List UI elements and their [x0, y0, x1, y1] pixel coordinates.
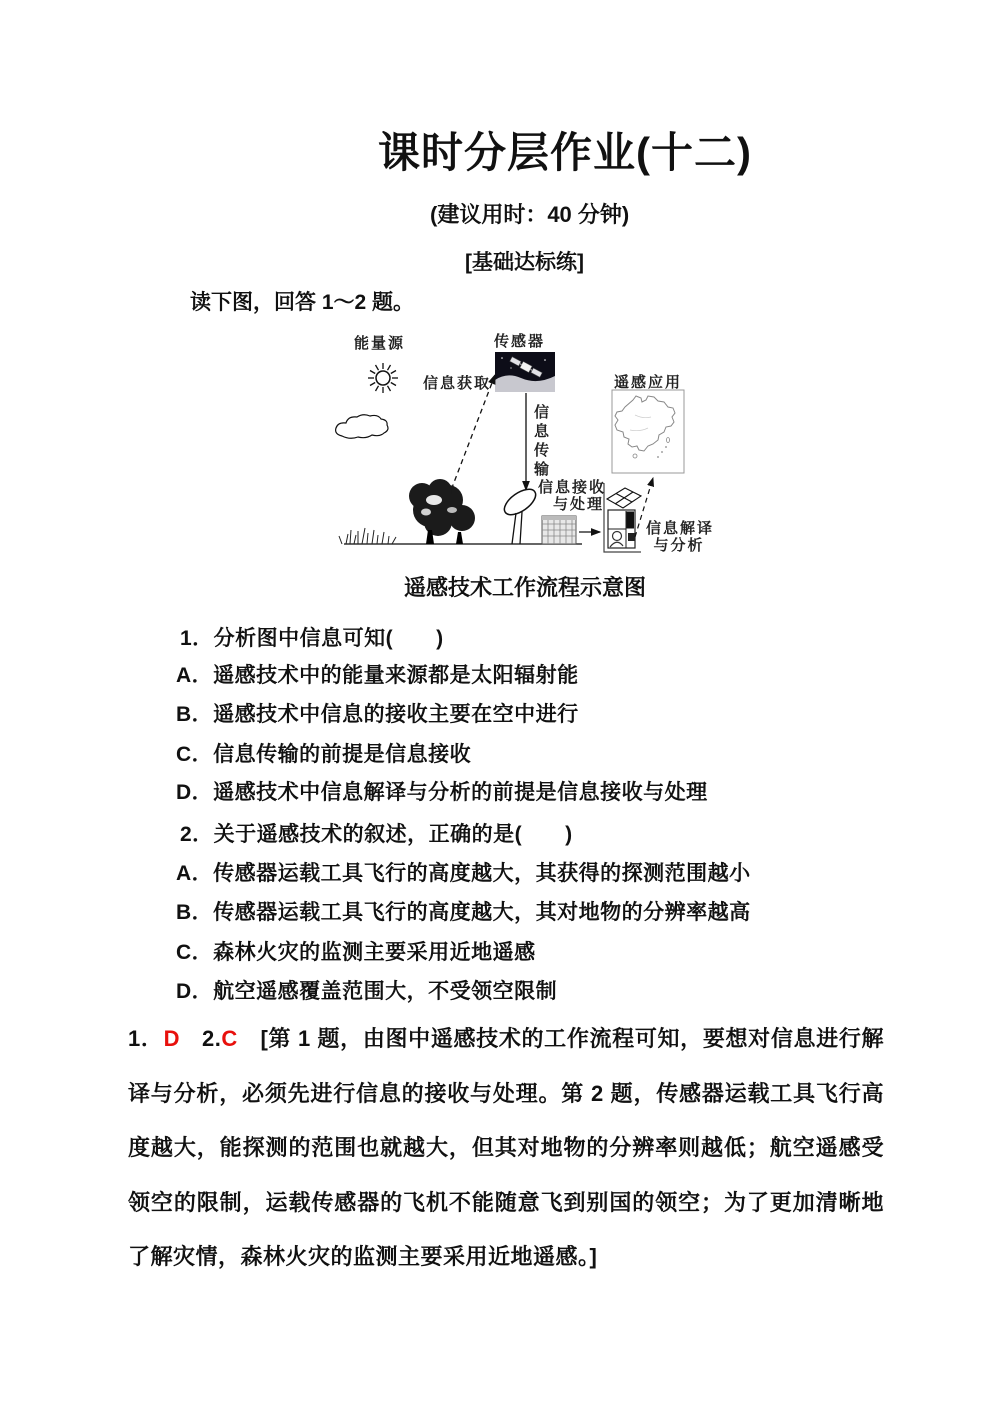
- cloud-icon: [336, 415, 388, 439]
- question-2-option-b: B．传感器运载工具飞行的高度越大，其对地物的分辨率越高: [176, 901, 751, 924]
- sensor-label: 传感器: [494, 333, 546, 350]
- question-1-option-c: C．信息传输的前提是信息接收: [176, 743, 472, 766]
- diagram-caption: 遥感技术工作流程示意图: [403, 575, 646, 600]
- building-icon: [542, 516, 576, 544]
- section-heading: [基础达标练]: [465, 251, 584, 274]
- china-map-thumbnail: [612, 390, 684, 473]
- rs-application-label: 遥感应用: [614, 374, 683, 391]
- question-1-option-b: B．遥感技术中信息的接收主要在空中进行: [176, 703, 579, 726]
- energy-source-label: 能量源: [354, 335, 406, 352]
- answer-q1-letter: D: [163, 1026, 180, 1051]
- satellite-image: [495, 352, 555, 392]
- suggested-time: (建议用时：40 分钟): [430, 202, 630, 227]
- question-1-option-a: A．遥感技术中的能量来源都是太阳辐射能: [176, 664, 579, 687]
- answer-q2-number: 2.: [201, 1026, 222, 1051]
- intro-text: 读下图，回答 1～2 题。: [190, 291, 415, 314]
- dish-antenna-icon: [500, 484, 540, 544]
- question-2-option-a: A．传感器运载工具飞行的高度越大，其获得的探测范围越小: [176, 862, 751, 885]
- grass-icon: [339, 528, 396, 544]
- sun-icon: [368, 363, 398, 393]
- question-2-option-d: D．航空遥感覆盖范围大，不受领空限制: [176, 980, 558, 1003]
- question-1-stem: 1．分析图中信息可知( ): [180, 627, 444, 650]
- info-transmission-label: 信息传输: [532, 404, 549, 480]
- question-2-option-c: C．森林火灾的监测主要采用近地遥感: [176, 941, 536, 964]
- question-2-stem: 2．关于遥感技术的叙述，正确的是( ): [180, 823, 573, 846]
- answer-q1-number: 1．: [128, 1026, 164, 1051]
- map-sheet-icon: [607, 488, 641, 508]
- remote-sensing-diagram: [330, 330, 720, 565]
- trees-icon: [409, 479, 475, 544]
- answer-q2-letter: C: [221, 1026, 238, 1051]
- page-title: 课时分层作业(十二): [378, 129, 752, 176]
- info-receive-label: 信息接收 与处理: [538, 479, 607, 513]
- answer-explanation: [第 1 题，由图中遥感技术的工作流程可知，要想对信息进行解译与分析，必须先进行信息的接收与处理。第 2 题，传感器运载工具飞行高度越大，能探测的范围也就越大，但其对地物的分辨率则越低；航空遥感受领空的限制，运载传感器的飞机不能随意飞到别国的领空；为了更加清晰地了解灾情，森林火灾的监测主要采用近地遥感。]: [128, 1026, 884, 1269]
- interpretation-images-icon: [608, 510, 635, 548]
- question-1-option-d: D．遥感技术中信息解译与分析的前提是信息接收与处理: [176, 781, 708, 804]
- info-acquisition-label: 信息获取: [423, 375, 492, 392]
- answer-paragraph: [128, 1012, 884, 1285]
- info-interpret-label: 信息解译 与分析: [646, 520, 715, 554]
